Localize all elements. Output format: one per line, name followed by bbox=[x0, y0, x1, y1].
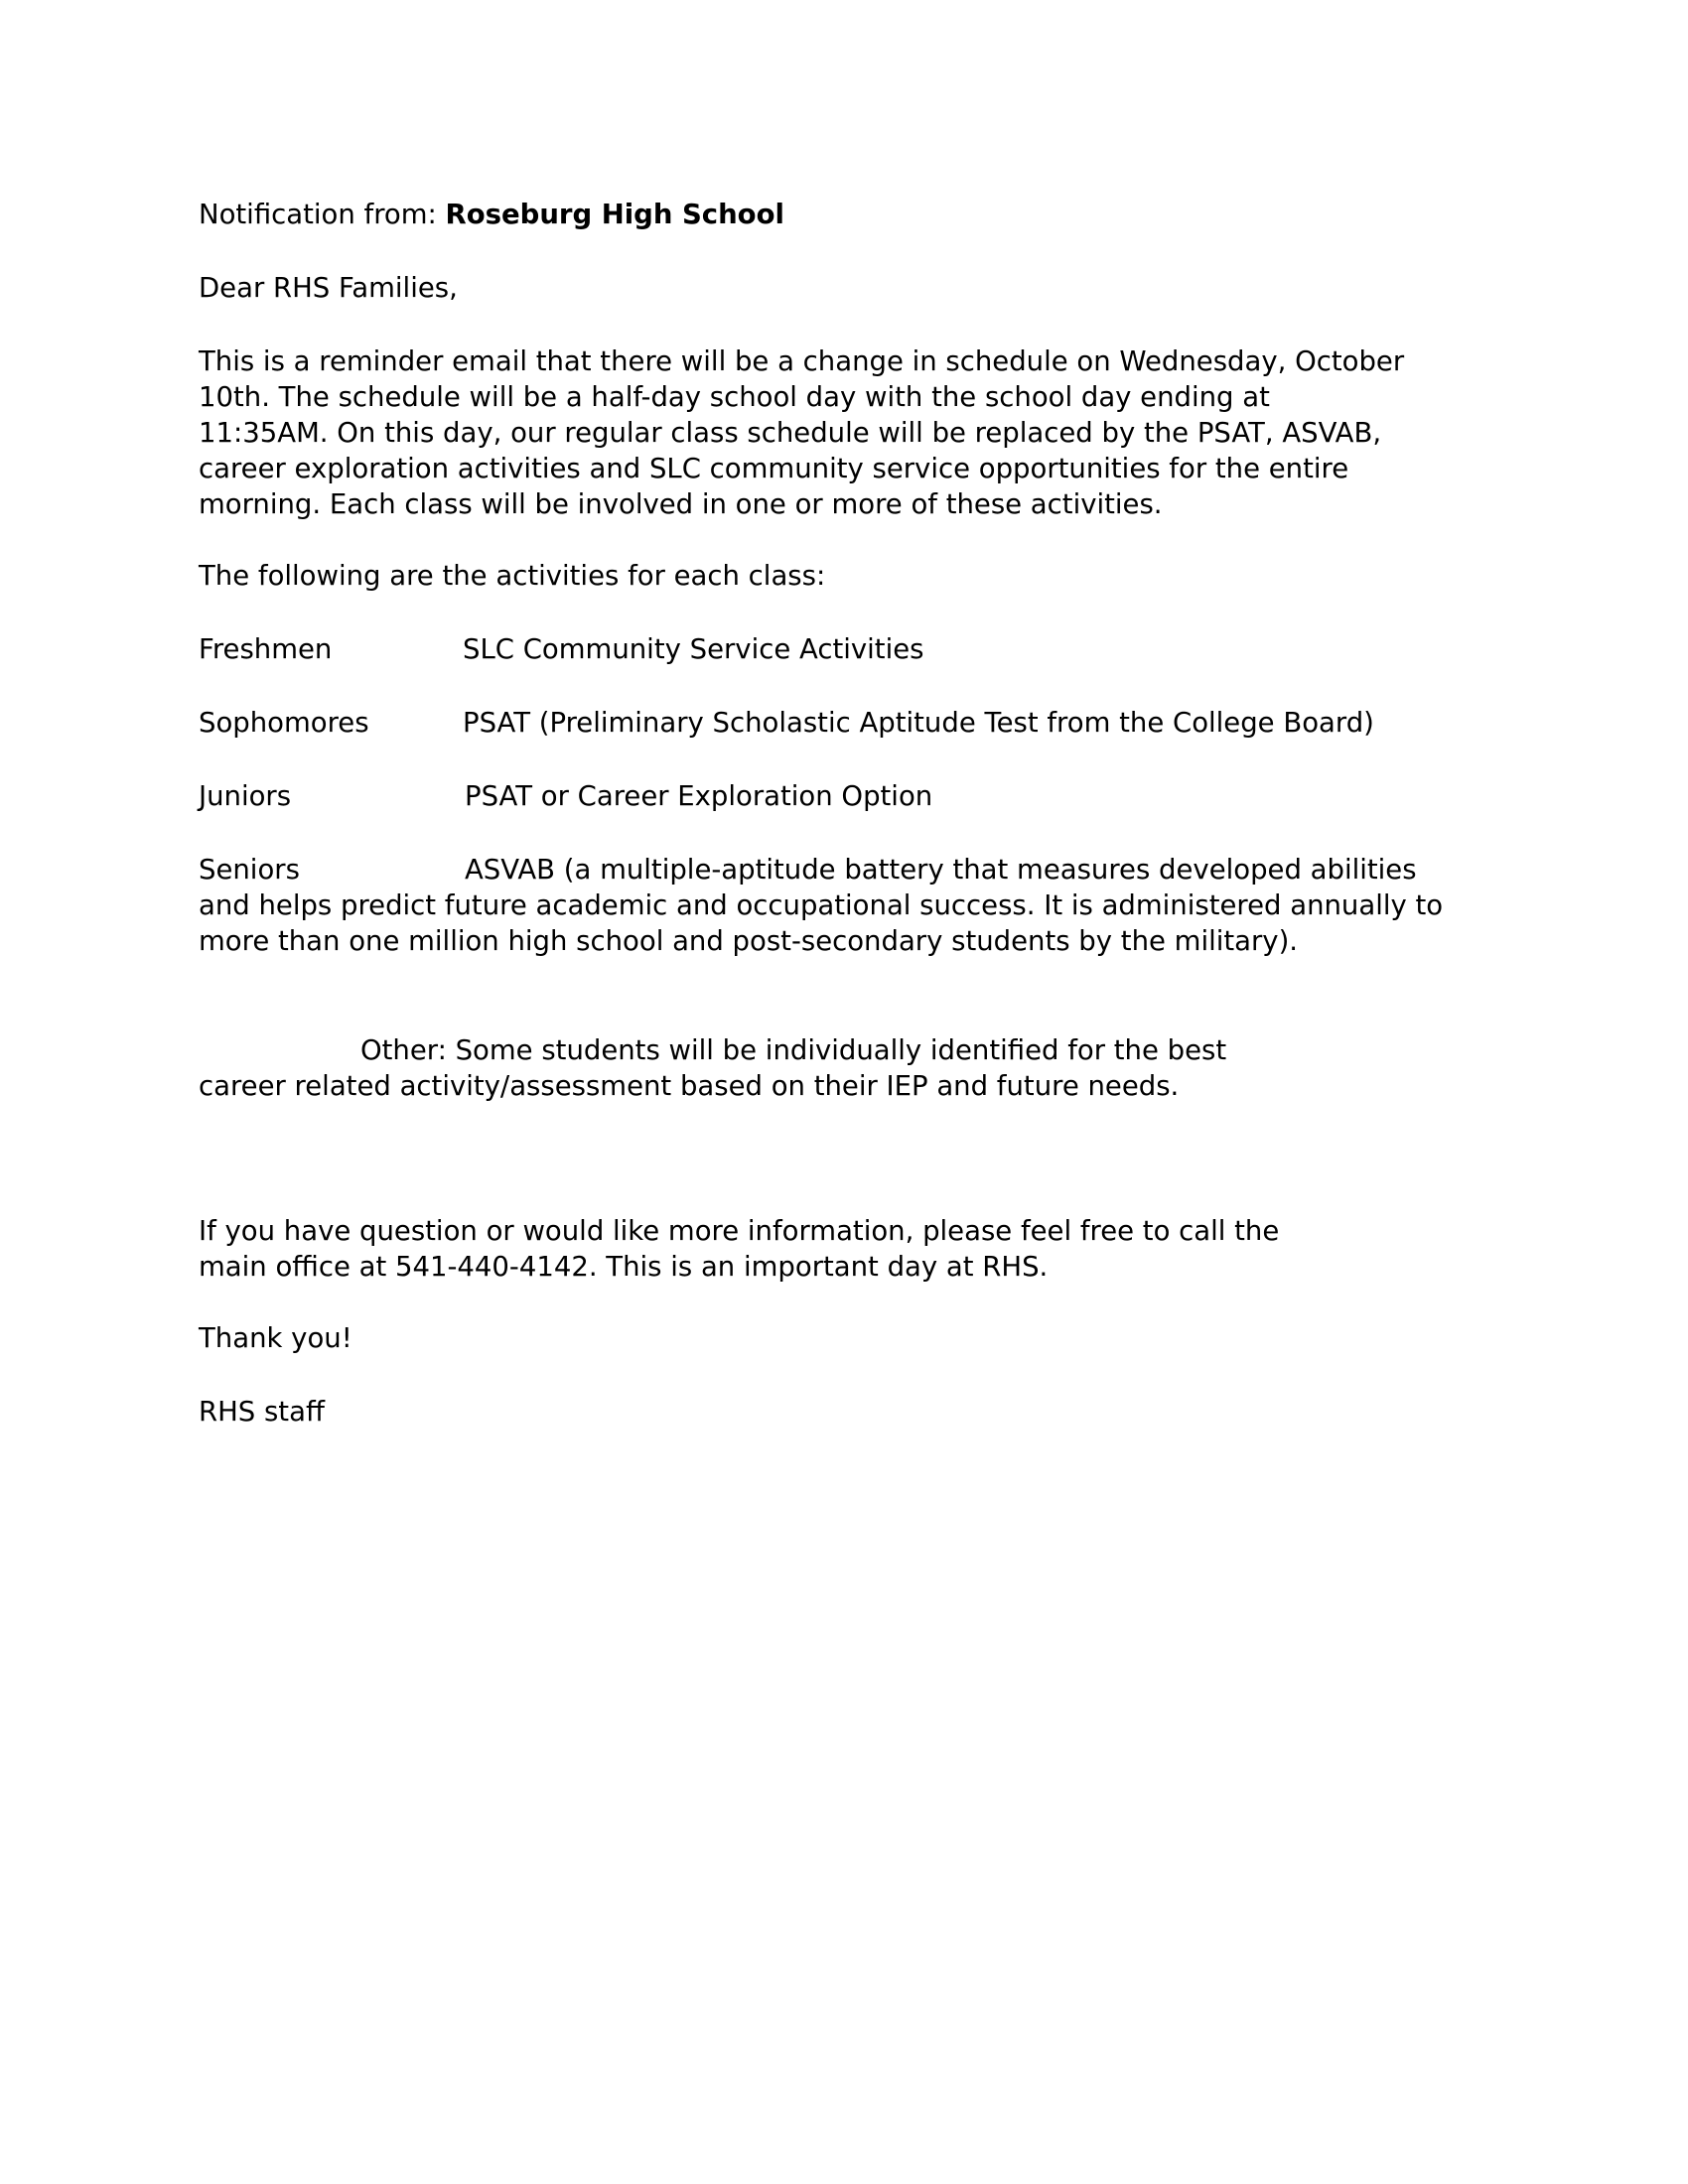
notification-line bbox=[199, 197, 1489, 232]
class-label: Juniors bbox=[199, 780, 292, 812]
seniors-continuation-line: more than one million high school and post-secondary students by the military). bbox=[199, 925, 1299, 957]
class-activity: ASVAB (a multiple-aptitude battery that measures developed abilities bbox=[465, 854, 1417, 886]
seniors-continuation-line: and helps predict future academic and occupational success. It is administered annually to bbox=[199, 889, 1444, 921]
class-row-freshmen bbox=[199, 631, 1489, 667]
intro-line: 11:35AM. On this day, our regular class schedule will be replaced by the PSAT, ASVAB, bbox=[199, 417, 1382, 449]
activities-heading: The following are the activities for each class: bbox=[199, 560, 826, 592]
contact-paragraph bbox=[199, 1213, 1489, 1285]
class-label: Sophomores bbox=[199, 707, 369, 739]
class-row-juniors bbox=[199, 778, 1489, 814]
class-activity: PSAT or Career Exploration Option bbox=[465, 780, 933, 812]
intro-line: 10th. The schedule will be a half-day school day with the school day ending at bbox=[199, 381, 1270, 413]
class-label: Freshmen bbox=[199, 633, 333, 665]
greeting: Dear RHS Families, bbox=[199, 272, 458, 304]
intro-line: This is a reminder email that there will be a change in schedule on Wednesday, October bbox=[199, 345, 1405, 377]
class-row-seniors bbox=[199, 852, 1489, 959]
class-activity: SLC Community Service Activities bbox=[463, 633, 924, 665]
other-line: Other: Some students will be individually identified for the best bbox=[360, 1034, 1227, 1066]
class-activity: PSAT (Preliminary Scholastic Aptitude Test from the College Board) bbox=[463, 707, 1374, 739]
other-paragraph bbox=[199, 1032, 1489, 1104]
class-row-sophomores bbox=[199, 705, 1489, 741]
intro-paragraph bbox=[199, 343, 1489, 522]
notification-prefix: Notification from: bbox=[199, 199, 446, 230]
contact-line: If you have question or would like more information, please feel free to call the bbox=[199, 1215, 1280, 1247]
signature: RHS staff bbox=[199, 1396, 325, 1428]
intro-line: career exploration activities and SLC community service opportunities for the entire bbox=[199, 453, 1349, 484]
contact-line: main office at 541-440-4142. This is an important day at RHS. bbox=[199, 1251, 1049, 1283]
other-line: career related activity/assessment based on their IEP and future needs. bbox=[199, 1070, 1180, 1102]
intro-line: morning. Each class will be involved in one or more of these activities. bbox=[199, 488, 1163, 520]
closing: Thank you! bbox=[199, 1322, 352, 1354]
class-label: Seniors bbox=[199, 854, 300, 886]
school-name: Roseburg High School bbox=[445, 199, 784, 230]
